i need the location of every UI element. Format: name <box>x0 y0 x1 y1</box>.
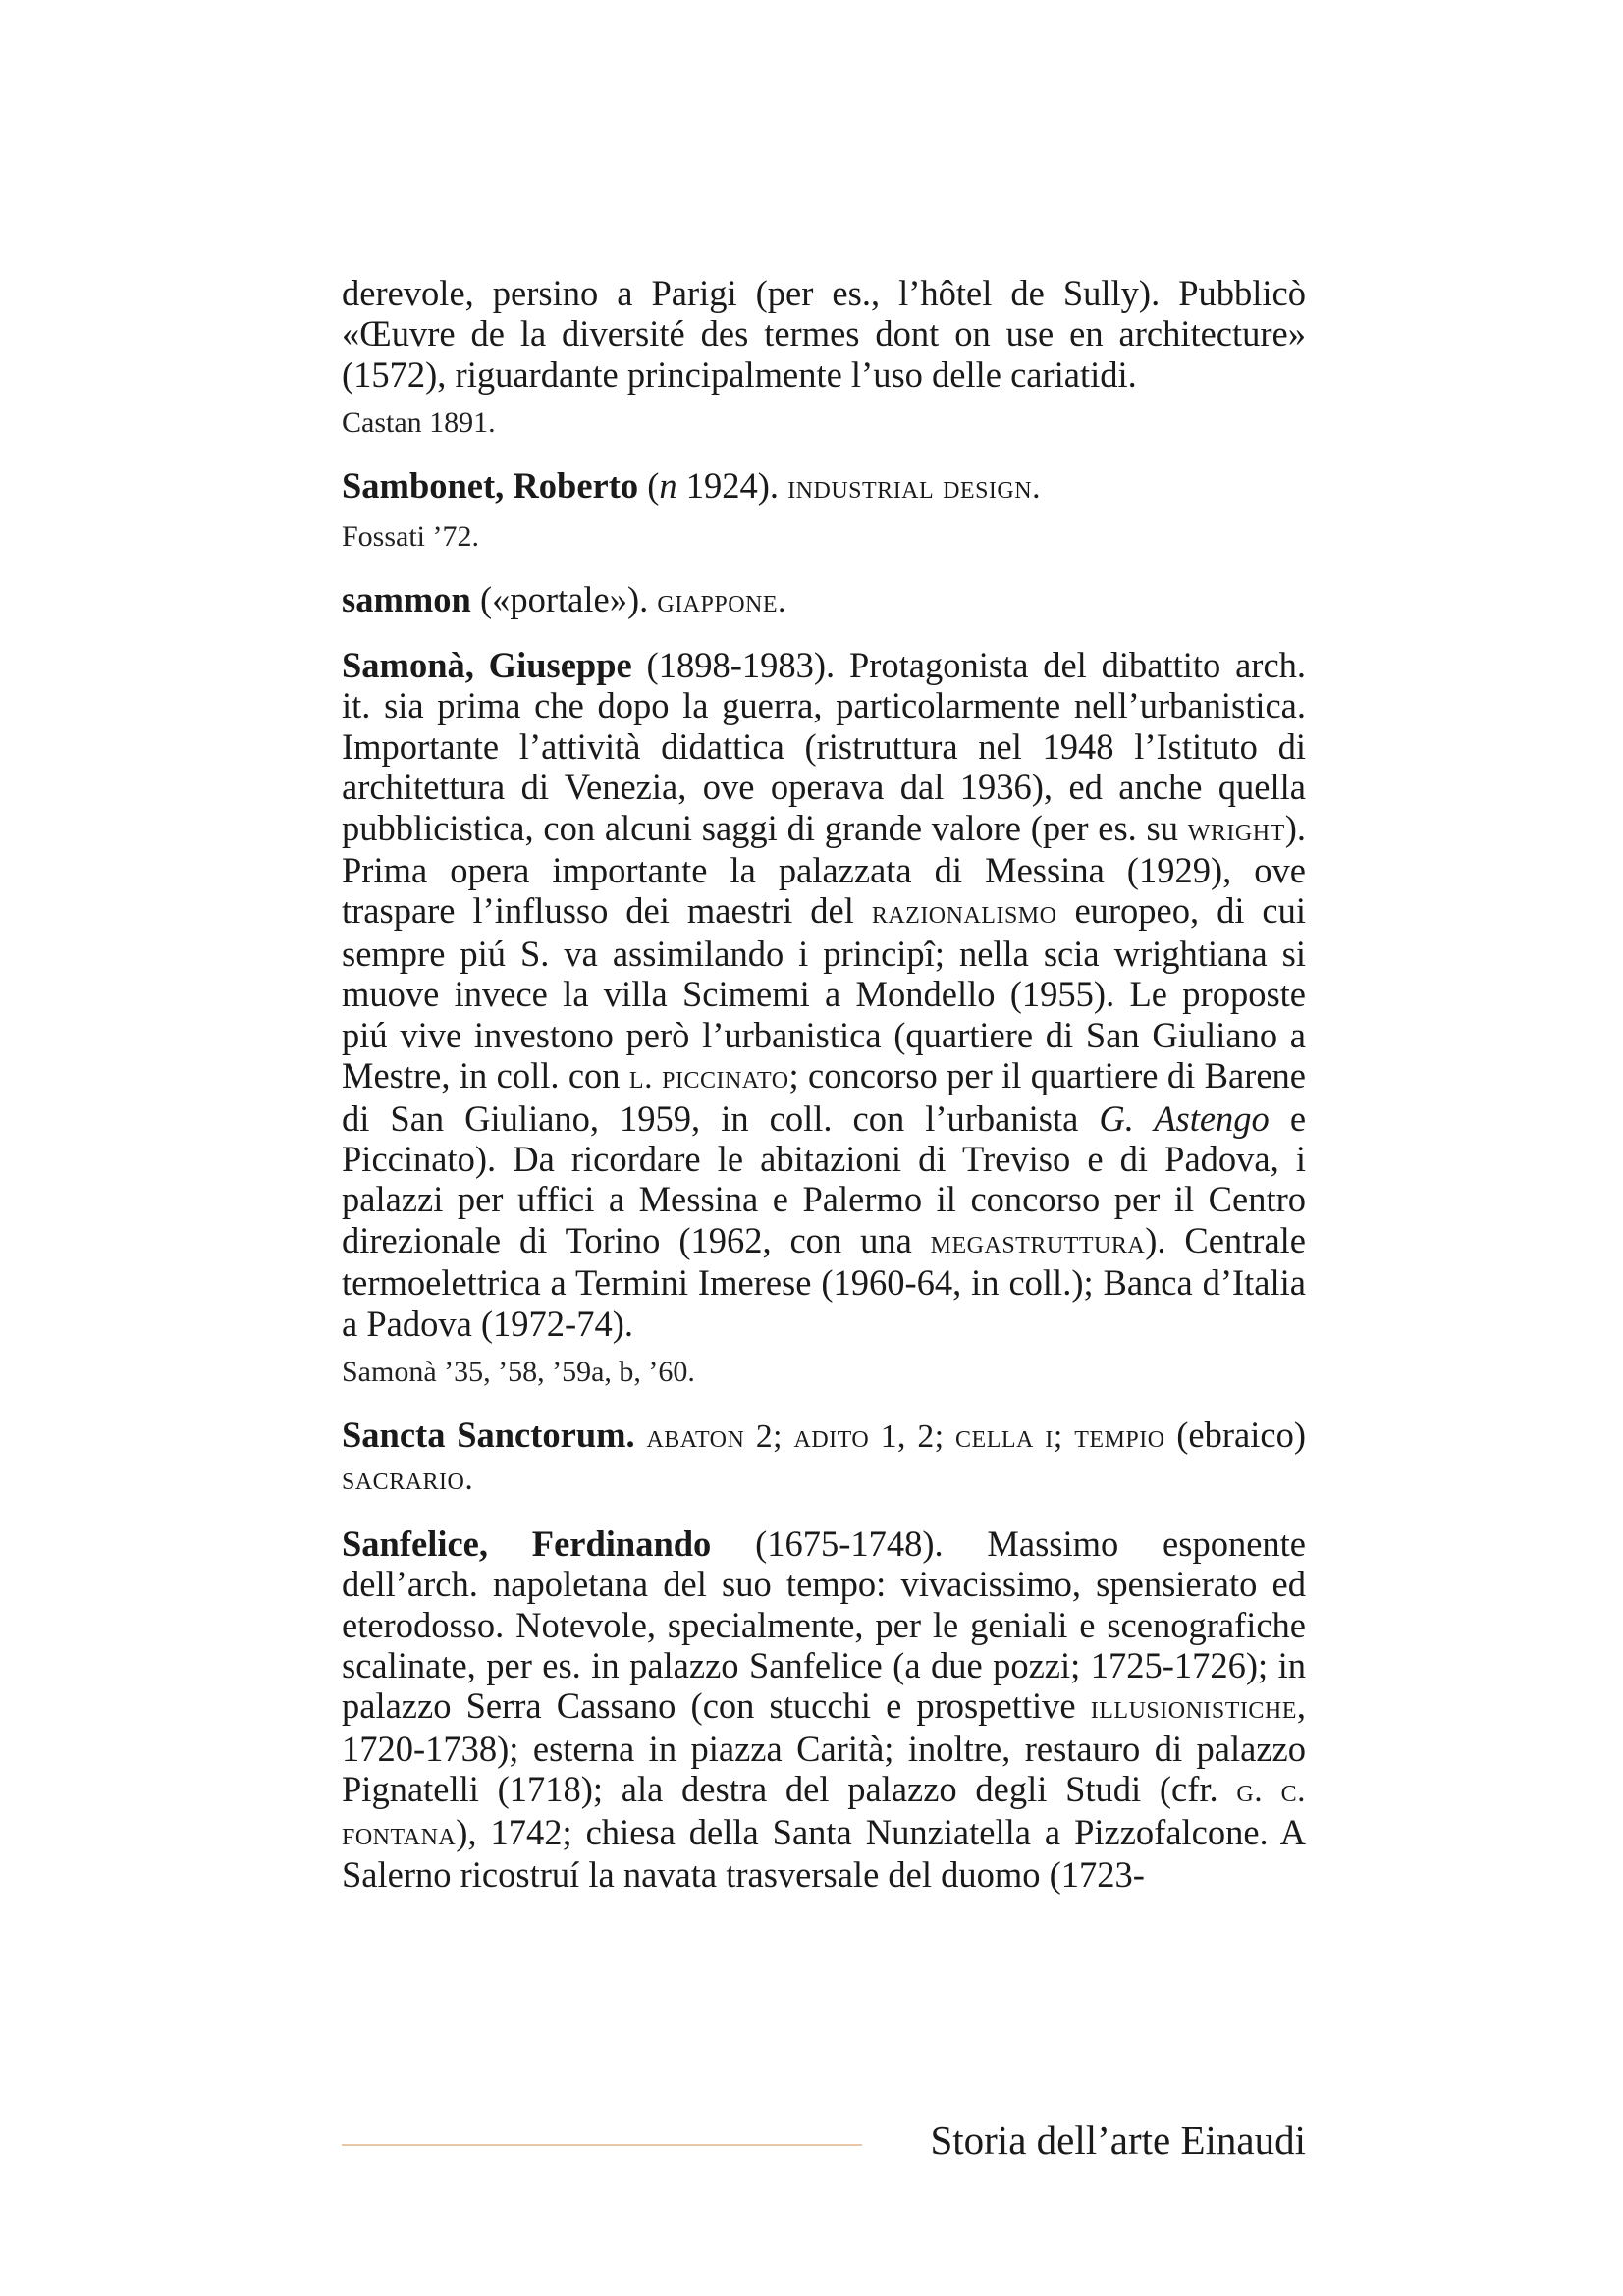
entry-sambonet-n: n <box>659 465 677 507</box>
entry-sanfelice <box>342 1523 1306 1896</box>
entry-samona-t5: e Piccinato). Da ricordare le abitazioni di Treviso e di Padova, i palazzi per uffici a Messina e Palermo il concorso per il Centro direzionale di Torino (1962, con una <box>342 1097 1307 1260</box>
entry-sancta-headword: Sancta Sanctorum. <box>342 1414 635 1455</box>
footer-title: Storia dell’arte Einaudi <box>930 2117 1306 2163</box>
entry-sambonet-headword: Sambonet, Roberto <box>342 465 639 507</box>
entry-sanfelice-link-illusionistiche: illusionistiche <box>1090 1689 1297 1727</box>
entry-sambonet-ref: Fossati ’72. <box>342 519 480 553</box>
entry-samona-link-megastruttura: megastruttura <box>930 1223 1146 1260</box>
page-body <box>342 273 1306 1895</box>
footer-rule <box>342 2144 862 2146</box>
entry-sammon <box>342 579 1306 621</box>
entry-sanfelice-link-fontana: g. c. fontana <box>342 1773 1307 1852</box>
continuation-ref: Castan 1891. <box>342 406 496 440</box>
entry-samona-text <box>342 645 1306 1344</box>
entry-sancta-text <box>342 1415 1306 1500</box>
entry-samona-astengo: G. Astengo <box>1099 1097 1270 1139</box>
entry-sanfelice-headword: Sanfelice, Ferdinando <box>342 1522 712 1564</box>
entry-sanfelice-t1: (1675-1748). Massimo esponente dell’arch. napoletana del suo tempo: vivacissimo, spensierato ed eterodosso. Notevole, specialmente, per le geniali e scenografiche scalinate, per es. in palazzo Sanfelice (a due pozzi; 1725-1726); in palazzo Serra Cassano (con stucchi e prospettive <box>342 1522 1306 1727</box>
entry-sancta <box>342 1415 1306 1500</box>
entry-sammon-link: giappone. <box>657 582 786 619</box>
entry-samona-link-razionalismo: razionalismo <box>871 894 1057 932</box>
entry-sancta-t1: (ebraico) <box>1176 1414 1306 1455</box>
entry-samona-t2: ). Prima opera importante la palazzata di Messina (1929), ove traspare l’influsso dei maestri del <box>342 807 1307 932</box>
entry-sammon-text <box>342 579 1306 621</box>
entry-sambonet <box>342 465 1306 555</box>
entry-continuation <box>342 273 1306 442</box>
entry-samona-ref: Samonà ’35, ’58, ’59a, b, ’60. <box>342 1355 695 1388</box>
entry-sambonet-text: Sambonet, Roberto (n 1924). industrial design. <box>342 465 1041 507</box>
entry-sambonet-year: 1924). <box>685 465 780 507</box>
entry-samona-t3: europeo, di cui sempre piú S. va assimilando i principî; nella scia wrightiana si muove invece la villa Scimemi a Mondello (1955). Le proposte piú vive investono però l’urbanistica (quartiere di San Giuliano a Mestre, in coll. con <box>342 890 1307 1096</box>
entry-samona-headword: Samonà, Giuseppe <box>342 645 632 686</box>
entry-samona-link-wright: wright <box>1187 811 1285 848</box>
entry-sambonet-link: industrial design. <box>787 469 1041 507</box>
entry-sanfelice-text <box>342 1523 1306 1896</box>
entry-samona-t4: ; concorso per il quartiere di Barene di San Giuliano, 1959, in coll. con l’urbanista <box>342 1055 1306 1139</box>
entry-samona-t1: (1898-1983). Protagonista del dibattito arch. it. sia prima che dopo la guerra, particolarmente nell’urbanistica. Importante l’attività didattica (ristruttura nel 1948 l’Istituto di architettura di Venezia, ove operava dal 1936), ed anche quella pubblicistica, con alcuni saggi di grande valore (per es. su <box>342 645 1307 848</box>
entry-sammon-gloss: («portale»). <box>479 578 649 619</box>
entry-sanfelice-t2: , 1720-1738); esterna in piazza Carità; inoltre, restauro di palazzo Pignatelli (1718); ala destra del palazzo degli Studi (cfr. <box>342 1685 1307 1810</box>
entry-samona-link-piccinato: l. piccinato <box>628 1059 789 1096</box>
continuation-text: derevole, persino a Parigi (per es., l’hôtel de Sully). Pubblicò «Œuvre de la diversité des termes dont on use en architecture» (1572), riguardante principalmente l’uso delle cariatidi. <box>342 273 1306 395</box>
page-footer <box>342 2110 1306 2169</box>
entry-samona-t6: ). Centrale termoelettrica a Termini Imerese (1960-64, in coll.); Banca d’Italia a Padova (1972-74). <box>342 1219 1306 1344</box>
entry-sancta-link-sacrario: sacrario. <box>342 1461 474 1498</box>
entry-sanfelice-t3: ), 1742; chiesa della Santa Nunziatella a Pizzofalcone. A Salerno ricostruí la navata trasversale del duomo (1723- <box>342 1811 1306 1895</box>
entry-sancta-links: abaton 2; adito 1, 2; cella i; tempio <box>646 1417 1165 1455</box>
entry-samona <box>342 645 1306 1391</box>
entry-sammon-headword: sammon <box>342 578 471 619</box>
